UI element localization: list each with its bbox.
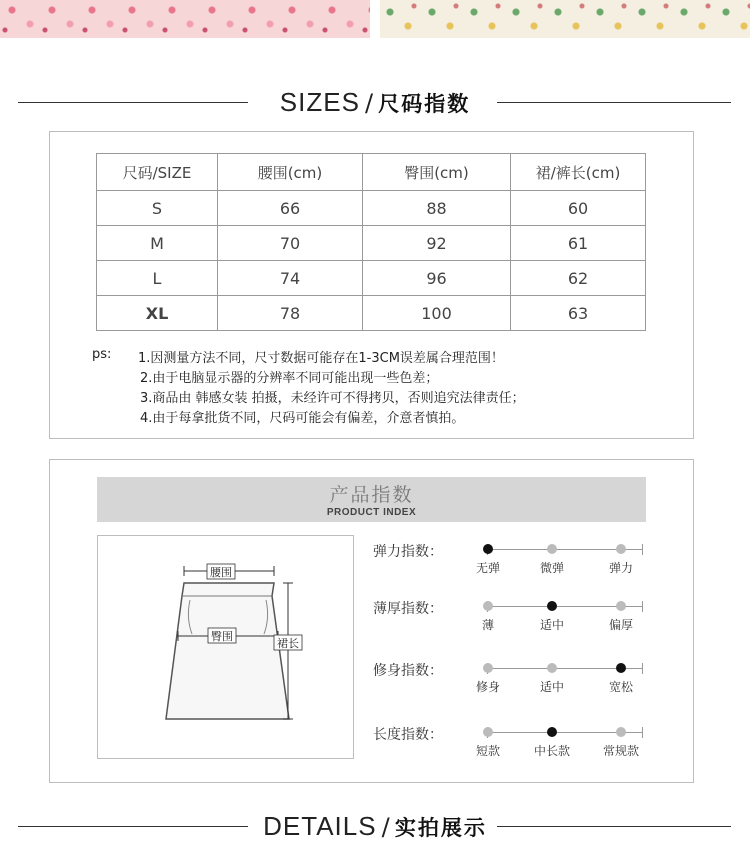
rating-track-cap — [642, 601, 643, 612]
rating-label: 修身指数： — [373, 663, 443, 679]
rating-dot — [616, 727, 626, 737]
cell-size: S — [97, 191, 218, 226]
details-title-zh: 实拍展示 — [394, 816, 487, 840]
rating-dot — [547, 601, 557, 611]
rating-option: 修身 — [475, 680, 501, 694]
cell-hip: 96 — [363, 261, 511, 296]
cell-waist: 70 — [218, 226, 363, 261]
product-index-title-en: PRODUCT INDEX — [326, 507, 417, 518]
diagram-label-hip: 臀围 — [211, 630, 233, 643]
header-length: 裙/裤长(cm) — [511, 154, 646, 191]
rating-length — [373, 724, 653, 764]
notes-prefix: ps: — [92, 347, 112, 362]
diagram-label-length: 裙长 — [277, 637, 299, 650]
cell-hip: 100 — [363, 296, 511, 331]
details-section-header — [0, 806, 750, 846]
product-photo-pink — [0, 0, 370, 38]
rating-option: 短款 — [475, 744, 501, 758]
cell-size: XL — [97, 296, 218, 331]
header-waist: 腰围(cm) — [218, 154, 363, 191]
rating-dot — [483, 663, 493, 673]
diagram-label-waist: 腰围 — [210, 566, 232, 579]
note-item: 4.由于每拿批货不同，尺码可能会有偏差，介意者慎拍。 — [140, 411, 465, 426]
rating-option: 适中 — [539, 680, 565, 694]
product-photo-strip — [0, 0, 750, 38]
note-item: 1.因测量方法不同，尺寸数据可能存在1-3CM误差属合理范围！ — [138, 351, 504, 366]
rating-option: 微弹 — [539, 561, 565, 575]
rating-dot — [483, 601, 493, 611]
note-item: 3.商品由 韩感女装 拍摄，未经许可不得拷贝，否则追究法律责任； — [140, 391, 525, 406]
rating-track-cap — [642, 727, 643, 738]
table-row — [97, 191, 646, 226]
cell-waist: 74 — [218, 261, 363, 296]
table-row — [97, 296, 646, 331]
rating-fit — [373, 660, 653, 700]
rating-dot — [616, 663, 626, 673]
cell-waist: 66 — [218, 191, 363, 226]
rating-dot — [483, 727, 493, 737]
cell-waist: 78 — [218, 296, 363, 331]
rating-dot — [547, 727, 557, 737]
rating-label: 薄厚指数： — [373, 601, 443, 617]
sizes-section-header — [0, 82, 750, 122]
rating-dot — [616, 544, 626, 554]
rating-dot — [547, 663, 557, 673]
cell-hip: 92 — [363, 226, 511, 261]
rating-dot — [483, 544, 493, 554]
table-row — [97, 261, 646, 296]
cell-length: 60 — [511, 191, 646, 226]
size-table — [96, 153, 646, 331]
cell-length: 61 — [511, 226, 646, 261]
details-title-separator: / — [381, 813, 390, 841]
rating-elasticity — [373, 541, 653, 581]
cell-length: 62 — [511, 261, 646, 296]
rating-option: 适中 — [539, 618, 565, 632]
table-row — [97, 226, 646, 261]
rating-option: 中长款 — [533, 744, 571, 758]
sizes-title-separator: / — [365, 89, 374, 117]
rating-option: 薄 — [481, 618, 495, 632]
skirt-outline-icon — [98, 536, 353, 758]
rating-track-cap — [642, 544, 643, 555]
details-title-en: DETAILS — [263, 811, 377, 841]
rating-thickness — [373, 598, 653, 638]
rating-label: 弹力指数： — [373, 544, 443, 560]
rating-dot — [547, 544, 557, 554]
header-hip: 臀围(cm) — [363, 154, 511, 191]
product-index-header — [97, 477, 646, 522]
header-size: 尺码/SIZE — [97, 154, 218, 191]
cell-size: L — [97, 261, 218, 296]
table-header-row — [97, 154, 646, 191]
cell-hip: 88 — [363, 191, 511, 226]
product-photo-cream — [380, 0, 750, 38]
rating-label: 长度指数： — [373, 727, 443, 743]
sizes-title-zh: 尺码指数 — [378, 92, 471, 116]
product-index-title-zh: 产品指数 — [329, 484, 414, 506]
note-item: 2.由于电脑显示器的分辨率不同可能出现一些色差； — [140, 371, 439, 386]
cell-size: M — [97, 226, 218, 261]
skirt-measurement-diagram — [97, 535, 354, 759]
rating-option: 无弹 — [475, 561, 501, 575]
rating-option: 偏厚 — [608, 618, 634, 632]
rating-track-cap — [642, 663, 643, 674]
rating-dot — [616, 601, 626, 611]
sizes-title-en: SIZES — [279, 87, 360, 117]
rating-option: 常规款 — [602, 744, 640, 758]
rating-option: 宽松 — [608, 680, 634, 694]
rating-option: 弹力 — [608, 561, 634, 575]
cell-length: 63 — [511, 296, 646, 331]
